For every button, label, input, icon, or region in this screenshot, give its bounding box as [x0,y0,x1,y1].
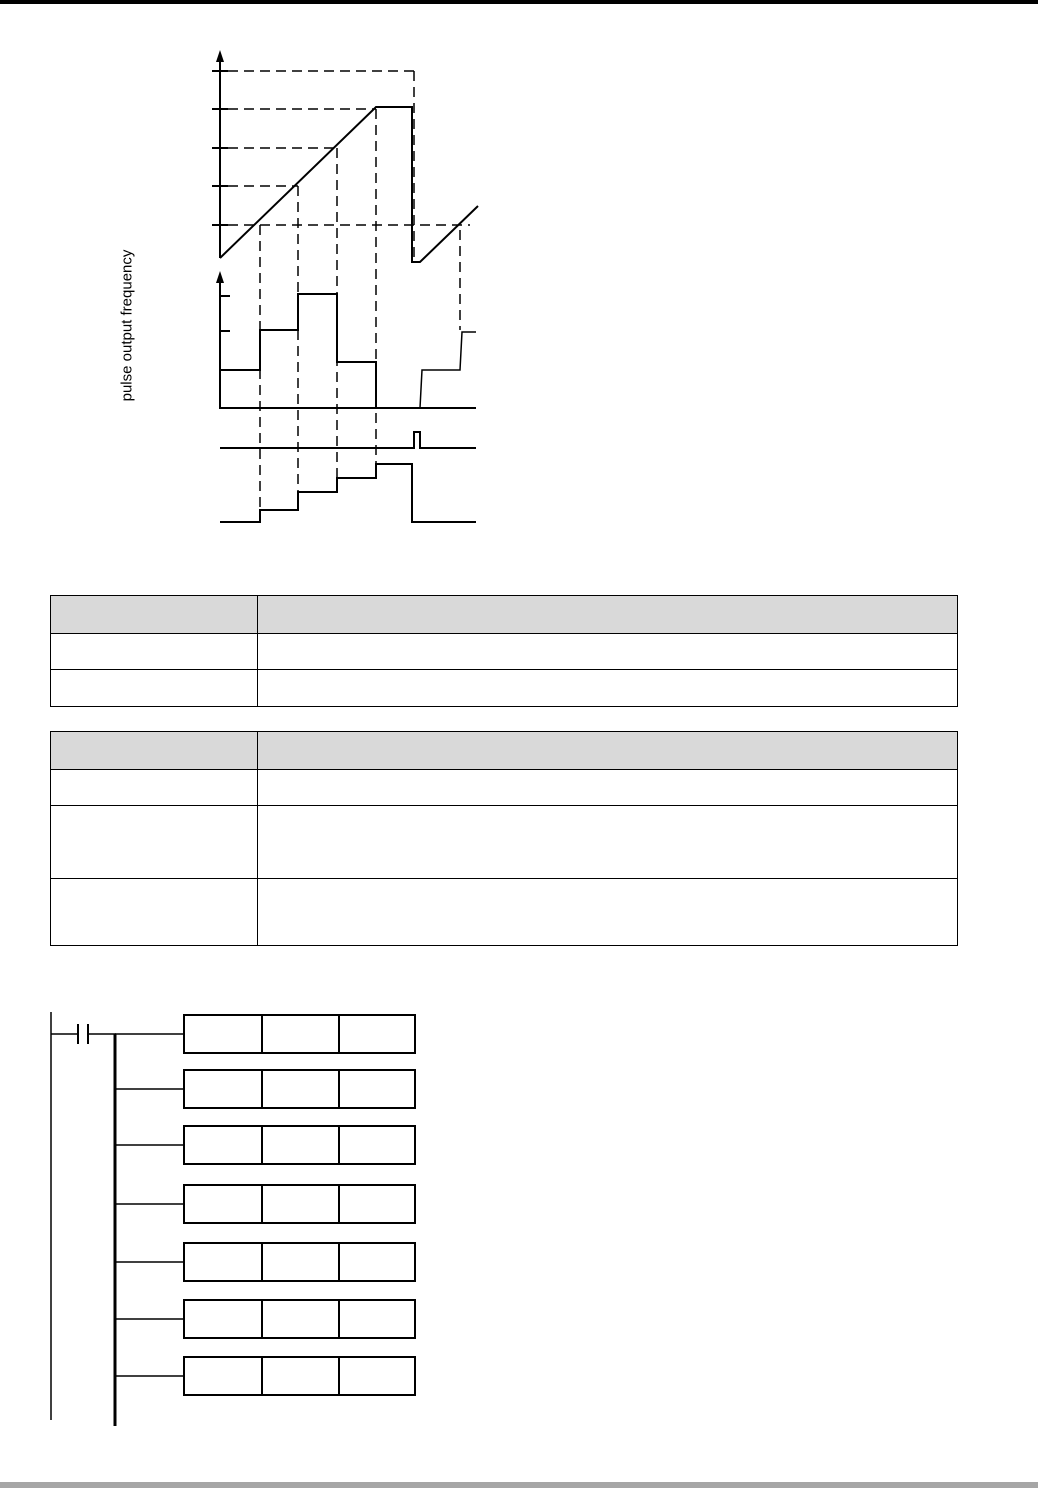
instruction-operand-box [184,1185,262,1223]
upper-axis-arrow-icon [216,50,224,62]
staircase-signal [220,464,476,522]
table-header-row [51,596,958,634]
horizontal-guides [228,71,470,225]
ladder-rung [115,1300,415,1338]
instruction-operand-box [262,1357,339,1395]
table-header-cell [51,732,258,770]
instruction-operand-box [339,1243,415,1281]
table-header-cell [258,732,958,770]
timing-diagram [0,0,1038,560]
instruction-operand-box [339,1015,415,1053]
table-cell [258,670,958,707]
step-waveform-tail [420,332,476,408]
instruction-operand-box [262,1300,339,1338]
table-cell [258,806,958,879]
instruction-operand-box [262,1070,339,1108]
lower-y-ticks [220,296,230,331]
ladder-rung [115,1015,415,1053]
table-row [51,806,958,879]
table-cell [258,770,958,806]
spec-table-1 [50,595,958,707]
instruction-operand-box [184,1300,262,1338]
instruction-operand-box [262,1243,339,1281]
table-header-cell [51,596,258,634]
instruction-operand-box [184,1015,262,1053]
table-cell [51,670,258,707]
ladder-rung [115,1357,415,1395]
table-row [51,770,958,806]
instruction-operand-box [184,1357,262,1395]
table-row [51,670,958,707]
ladder-rung [115,1243,415,1281]
instruction-operand-box [262,1185,339,1223]
instruction-operand-box [184,1243,262,1281]
lower-axis-arrow-icon [216,271,224,283]
table-cell [51,634,258,670]
y-axis-label-text: pulse output frequency [118,249,136,402]
instruction-operand-box [339,1300,415,1338]
instruction-operand-box [262,1015,339,1053]
ladder-rung [115,1185,415,1223]
spec-table-2 [50,731,958,946]
instruction-operand-box [262,1126,339,1164]
ladder-rung [115,1070,415,1108]
instruction-operand-box [184,1070,262,1108]
bottom-rule [0,1482,1038,1488]
ladder-rungs [115,1015,415,1395]
table-cell [51,879,258,946]
instruction-operand-box [339,1185,415,1223]
table-cell [258,634,958,670]
pulse-signal [220,432,476,448]
vertical-guides [260,71,460,510]
instruction-operand-box [339,1126,415,1164]
ramp-waveform [220,107,478,262]
table-cell [51,770,258,806]
table-header-row [51,732,958,770]
ladder-rung [115,1126,415,1164]
table-row [51,634,958,670]
table-header-cell [258,596,958,634]
table-cell [51,806,258,879]
table-cell [258,879,958,946]
instruction-operand-box [339,1357,415,1395]
instruction-operand-box [339,1070,415,1108]
instruction-operand-box [184,1126,262,1164]
table-row [51,879,958,946]
